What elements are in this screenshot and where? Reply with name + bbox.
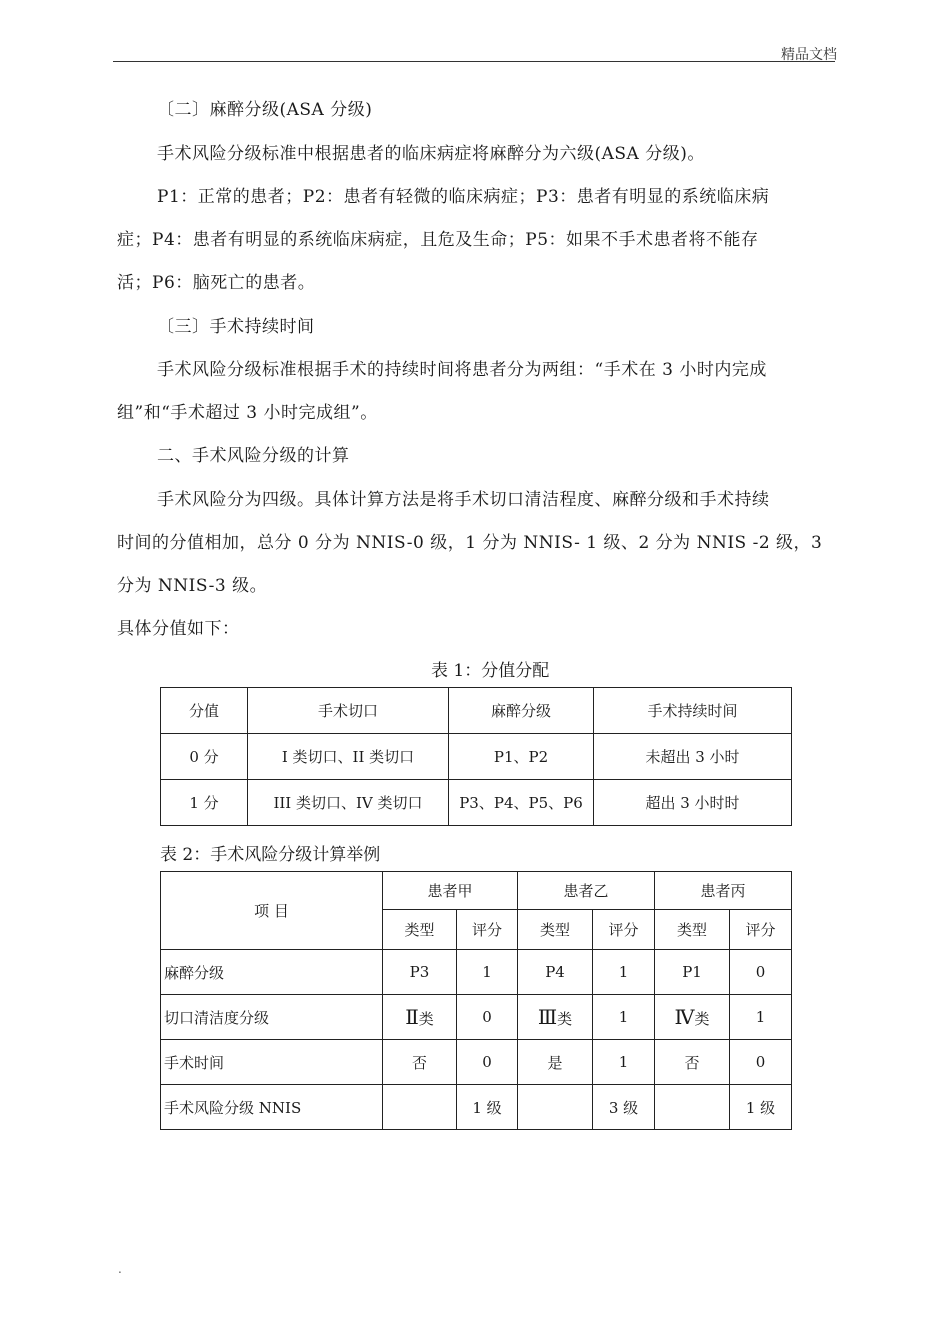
table-cell: 1 [457, 950, 518, 995]
table-cell [383, 995, 457, 1040]
table-cell: 否 [655, 1040, 730, 1085]
table-cell: 1 [593, 995, 655, 1040]
table-cell: P1、P2 [449, 734, 594, 780]
patient-header-cell: 患者丙 [655, 872, 792, 910]
paragraph-calc-line2: 时间的分值相加，总分 0 分为 NNIS-0 级，1 分为 NNIS- 1 级、2 分为 NNIS -2 级，3 [117, 533, 823, 553]
table-cell: 0 [457, 995, 518, 1040]
class-suffix: 类 [694, 1010, 710, 1028]
table-cell: 1 [730, 995, 792, 1040]
table-cell: 未超出 3 小时 [594, 734, 792, 780]
table-header-row [161, 688, 792, 734]
table-cell: P1 [655, 950, 730, 995]
table-cell: 否 [383, 1040, 457, 1085]
table-row [161, 734, 792, 780]
table-cell: 0 分 [161, 734, 248, 780]
paragraph-calc-line1: 手术风险分为四级。具体计算方法是将手术切口清洁程度、麻醉分级和手术持续 [157, 490, 770, 510]
paragraph-asa-levels-line2: 症；P4：患者有明显的系统临床病症，且危及生命；P5：如果不手术患者将不能存 [117, 230, 759, 250]
table-cell: 0 [730, 1040, 792, 1085]
header-rule [113, 61, 835, 62]
table-cell [518, 995, 593, 1040]
table-cell: 超出 3 小时时 [594, 780, 792, 826]
roman-numeral: Ⅱ [405, 1005, 419, 1029]
table-cell: 1 级 [730, 1085, 792, 1130]
table-header-cell: 麻醉分级 [449, 688, 594, 734]
subheader-score-cell: 评分 [593, 910, 655, 950]
table-cell: III 类切口、IV 类切口 [248, 780, 449, 826]
table1-caption: 表 1：分值分配 [431, 661, 550, 681]
table2-caption: 表 2：手术风险分级计算举例 [160, 845, 381, 865]
paragraph-duration-line1: 手术风险分级标准根据手术的持续时间将患者分为两组：“手术在 3 小时内完成 [157, 360, 767, 380]
subheader-type-cell: 类型 [655, 910, 730, 950]
paragraph-values-intro: 具体分值如下： [117, 619, 240, 639]
footer-mark: . [118, 1262, 122, 1276]
table-cell: 是 [518, 1040, 593, 1085]
subheader-score-cell: 评分 [730, 910, 792, 950]
paragraph-duration-line2: 组”和“手术超过 3 小时完成组”。 [117, 403, 378, 423]
table-row [161, 995, 792, 1040]
class-suffix: 类 [418, 1010, 434, 1028]
subheader-type-cell: 类型 [518, 910, 593, 950]
paragraph-asa-levels-line3: 活；P6：脑死亡的患者。 [117, 273, 316, 293]
table-cell: P4 [518, 950, 593, 995]
paragraph-asa-intro: 手术风险分级标准中根据患者的临床病症将麻醉分为六级(ASA 分级)。 [157, 144, 705, 164]
patient-header-cell: 患者甲 [383, 872, 518, 910]
item-header-cell: 项 目 [161, 872, 383, 950]
table-header-cell: 分值 [161, 688, 248, 734]
section-heading-asa: 〔二〕麻醉分级(ASA 分级) [157, 100, 373, 120]
table-cell: 3 级 [593, 1085, 655, 1130]
paragraph-calc-line3: 分为 NNIS-3 级。 [117, 576, 268, 596]
row-label-cell: 手术时间 [161, 1040, 383, 1085]
table-cell: I 类切口、II 类切口 [248, 734, 449, 780]
header-label: 精品文档 [781, 47, 837, 63]
row-label-cell: 切口清洁度分级 [161, 995, 383, 1040]
table-cell: 0 [457, 1040, 518, 1085]
table-cell: P3 [383, 950, 457, 995]
patient-header-cell: 患者乙 [518, 872, 655, 910]
table-row [161, 1085, 792, 1130]
subheader-type-cell: 类型 [383, 910, 457, 950]
table-header-cell: 手术持续时间 [594, 688, 792, 734]
score-allocation-table [160, 687, 792, 826]
table-cell: 1 [593, 950, 655, 995]
table-cell [655, 995, 730, 1040]
table-row [161, 780, 792, 826]
table-header-row [161, 872, 792, 910]
table-cell: 0 [730, 950, 792, 995]
table-cell: 1 [593, 1040, 655, 1085]
row-label-cell: 手术风险分级 NNIS [161, 1085, 383, 1130]
risk-calculation-table [160, 871, 792, 1130]
table-row [161, 1040, 792, 1085]
table-row [161, 950, 792, 995]
class-suffix: 类 [557, 1010, 573, 1028]
row-label-cell: 麻醉分级 [161, 950, 383, 995]
table-cell: P3、P4、P5、P6 [449, 780, 594, 826]
table-cell [655, 1085, 730, 1130]
section-heading-duration: 〔三〕手术持续时间 [157, 317, 315, 337]
table-header-cell: 手术切口 [248, 688, 449, 734]
table-cell: 1 分 [161, 780, 248, 826]
roman-numeral: Ⅲ [537, 1005, 558, 1029]
table-cell [383, 1085, 457, 1130]
roman-numeral: Ⅳ [674, 1005, 695, 1029]
subheader-score-cell: 评分 [457, 910, 518, 950]
section-heading-calculation: 二、手术风险分级的计算 [157, 446, 350, 466]
table-cell [518, 1085, 593, 1130]
paragraph-asa-levels-line1: P1：正常的患者；P2：患者有轻微的临床病症；P3：患者有明显的系统临床病 [157, 187, 770, 207]
table-cell: 1 级 [457, 1085, 518, 1130]
